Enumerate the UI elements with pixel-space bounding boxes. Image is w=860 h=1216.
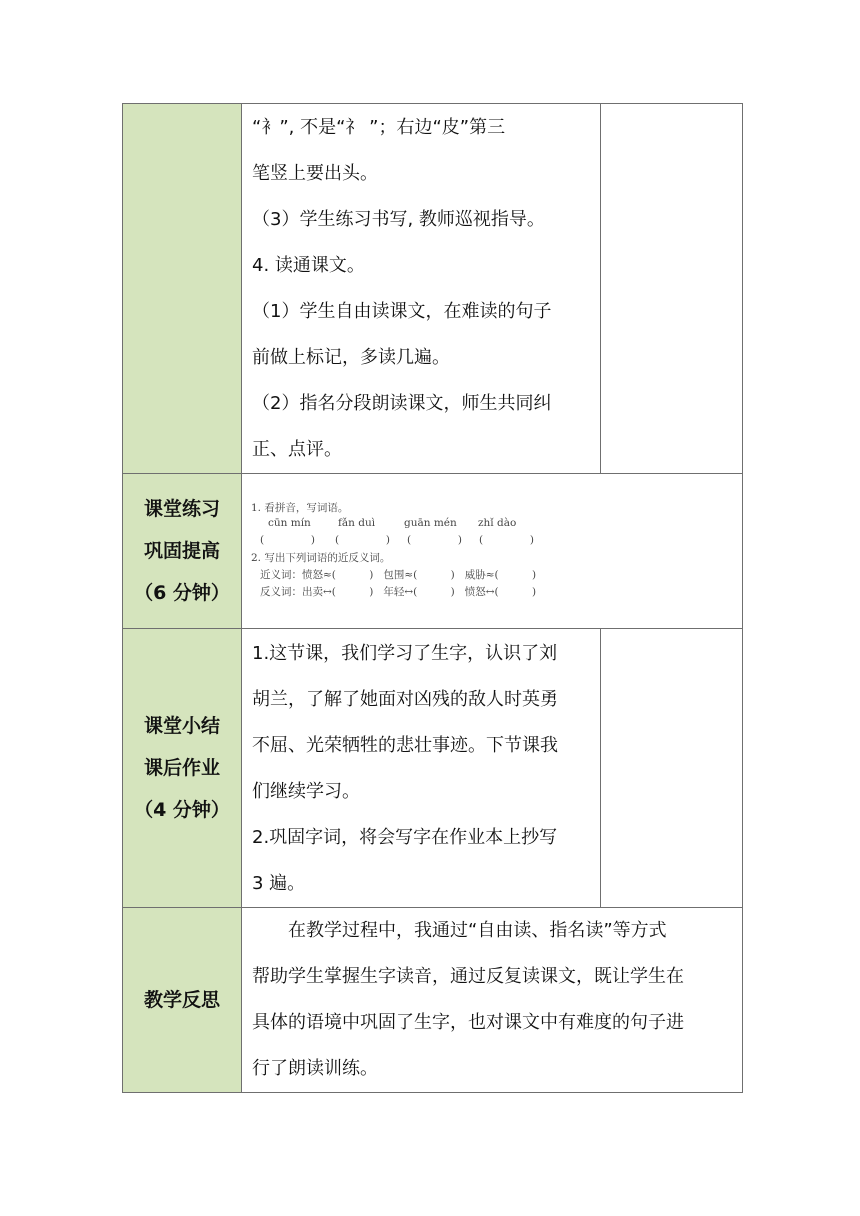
summary-line: 1.这节课，我们学习了生字，认识了刘 xyxy=(252,643,558,664)
content-line: （2）指名分段朗读课文，师生共同纠 xyxy=(252,393,552,414)
practice-label-cell xyxy=(123,474,242,629)
exercise-question-1: 1. 看拼音，写词语。 xyxy=(251,502,349,514)
summary-label-line: 课堂小结 xyxy=(143,715,220,737)
summary-note-cell xyxy=(601,629,743,908)
summary-line: 不屈、光荣牺牲的悲壮事迹。下节课我 xyxy=(252,735,558,756)
summary-row xyxy=(123,629,743,908)
content-line: 前做上标记，多读几遍。 xyxy=(252,347,450,368)
blank-3: ( ) xyxy=(407,534,462,546)
practice-label-line: 巩固提高 xyxy=(143,540,220,562)
practice-row xyxy=(123,474,743,629)
reflection-line: 具体的语境中巩固了生字，也对课文中有难度的句子进 xyxy=(252,1012,684,1033)
reflection-row xyxy=(123,908,743,1093)
blank-1: ( ) xyxy=(260,534,315,546)
pinyin-1: cūn mín xyxy=(268,517,311,529)
exercise-question-2: 2. 写出下列词语的近反义词。 xyxy=(251,552,391,564)
content-line: “衤”, 不是“礻 ”；右边“皮”第三 xyxy=(252,117,506,138)
exercise-image xyxy=(242,474,742,628)
reflection-line: 行了朗读训练。 xyxy=(252,1058,378,1079)
summary-line: 3 遍。 xyxy=(252,873,306,894)
reflection-label: 教学反思 xyxy=(143,989,220,1011)
summary-line: 胡兰，了解了她面对凶残的敌人时英勇 xyxy=(252,689,558,710)
synonym-line: 近义词：愤怒≈( ) 包围≈( ) 威胁≈( ) xyxy=(260,569,537,581)
reflection-line: 帮助学生掌握生字读音，通过反复读课文，既让学生在 xyxy=(252,966,684,987)
lesson-plan-table xyxy=(122,103,743,1093)
content-line: 笔竖上要出头。 xyxy=(252,163,378,184)
reflection-content-cell xyxy=(242,908,743,1093)
reflection-label-cell xyxy=(123,908,242,1093)
content-line: 正、点评。 xyxy=(252,439,342,460)
continuation-row xyxy=(123,104,743,474)
content-line: 4. 读通课文。 xyxy=(252,255,365,276)
blank-4: ( ) xyxy=(479,534,534,546)
summary-line: 们继续学习。 xyxy=(252,781,360,802)
summary-label-line: （4 分钟） xyxy=(134,799,230,821)
pinyin-4: zhǐ dào xyxy=(478,517,517,529)
pinyin-3: guān mén xyxy=(404,517,457,529)
blank-2: ( ) xyxy=(335,534,390,546)
summary-label-line: 课后作业 xyxy=(143,757,220,779)
content-line: （3）学生练习书写, 教师巡视指导。 xyxy=(252,209,545,230)
reflection-line: 在教学过程中，我通过“自由读、指名读”等方式 xyxy=(288,920,667,941)
practice-label-line: （6 分钟） xyxy=(134,582,230,604)
summary-content-cell xyxy=(242,629,601,908)
pinyin-2: fǎn duì xyxy=(338,517,376,529)
continuation-content-cell xyxy=(242,104,601,474)
continuation-note-cell xyxy=(601,104,743,474)
practice-exercise-cell xyxy=(242,474,743,629)
summary-line: 2.巩固字词，将会写字在作业本上抄写 xyxy=(252,827,558,848)
practice-label-line: 课堂练习 xyxy=(143,498,220,520)
continuation-label-cell xyxy=(123,104,242,474)
summary-label-cell xyxy=(123,629,242,908)
content-line: （1）学生自由读课文，在难读的句子 xyxy=(252,301,552,322)
antonym-line: 反义词：出卖↔( ) 年轻↔( ) 愤怒↔( ) xyxy=(260,586,537,598)
